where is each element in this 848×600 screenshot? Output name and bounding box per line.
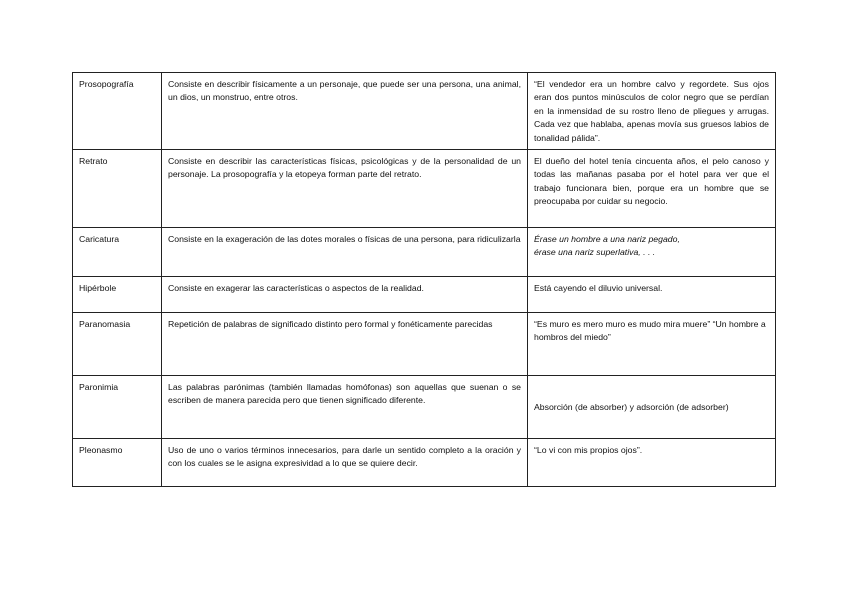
term-cell: Caricatura [73, 228, 162, 277]
definition-cell: Uso de uno o varios términos innecesarios, para darle un sentido completo a la oración y con los cuales se le asigna expresividad a lo que se quiere decir. [162, 439, 528, 487]
table-row [73, 277, 776, 313]
term-cell: Paranomasia [73, 313, 162, 376]
example-cell [528, 228, 776, 277]
term-cell: Retrato [73, 150, 162, 228]
term-cell: Pleonasmo [73, 439, 162, 487]
definition-cell: Consiste en describir físicamente a un personaje, que puede ser una persona, una animal, un dios, un monstruo, entre otros. [162, 73, 528, 150]
definition-cell: Repetición de palabras de significado distinto pero formal y fonéticamente parecidas [162, 313, 528, 376]
example-cell: “El vendedor era un hombre calvo y regordete. Sus ojos eran dos puntos minúsculos de color negro que se perdían en la inmensidad de su rostro lleno de pliegues y arrugas. Cada vez que hablaba, apenas movía sus gruesos labios de tonalidad pálida”. [528, 73, 776, 150]
example-cell: Está cayendo el diluvio universal. [528, 277, 776, 313]
table-row [73, 376, 776, 439]
term-cell: Paronimia [73, 376, 162, 439]
example-cell: “Es muro es mero muro es mudo mira muere” “Un hombre a hombros del miedo” [528, 313, 776, 376]
table-row [73, 439, 776, 487]
definition-cell: Consiste en exagerar las características o aspectos de la realidad. [162, 277, 528, 313]
definition-cell: Consiste en la exageración de las dotes morales o físicas de una persona, para ridiculizarla [162, 228, 528, 277]
example-cell: Absorción (de absorber) y adsorción (de adsorber) [528, 376, 776, 439]
table-row [73, 73, 776, 150]
rhetorical-figures-table [72, 72, 776, 487]
table-row [73, 150, 776, 228]
example-line: érase una nariz superlativa, . . . [534, 247, 656, 258]
definition-cell: Las palabras parónimas (también llamadas homófonas) son aquellas que suenan o se escriben de manera parecida pero que tienen significado diferente. [162, 376, 528, 439]
term-cell: Hipérbole [73, 277, 162, 313]
table-row [73, 313, 776, 376]
example-line: Érase un hombre a una nariz pegado, [534, 234, 680, 245]
example-cell: El dueño del hotel tenía cincuenta años, el pelo canoso y todas las mañanas pasaba por el hotel para ver que el trabajo funcionara bien, porque era un hombre que se preocupaba por cuidar su negocio. [528, 150, 776, 228]
definition-cell: Consiste en describir las características físicas, psicológicas y de la personalidad de un personaje. La prosopografía y la etopeya forman parte del retrato. [162, 150, 528, 228]
example-cell: “Lo vi con mis propios ojos”. [528, 439, 776, 487]
table-row [73, 228, 776, 277]
term-cell: Prosopografía [73, 73, 162, 150]
